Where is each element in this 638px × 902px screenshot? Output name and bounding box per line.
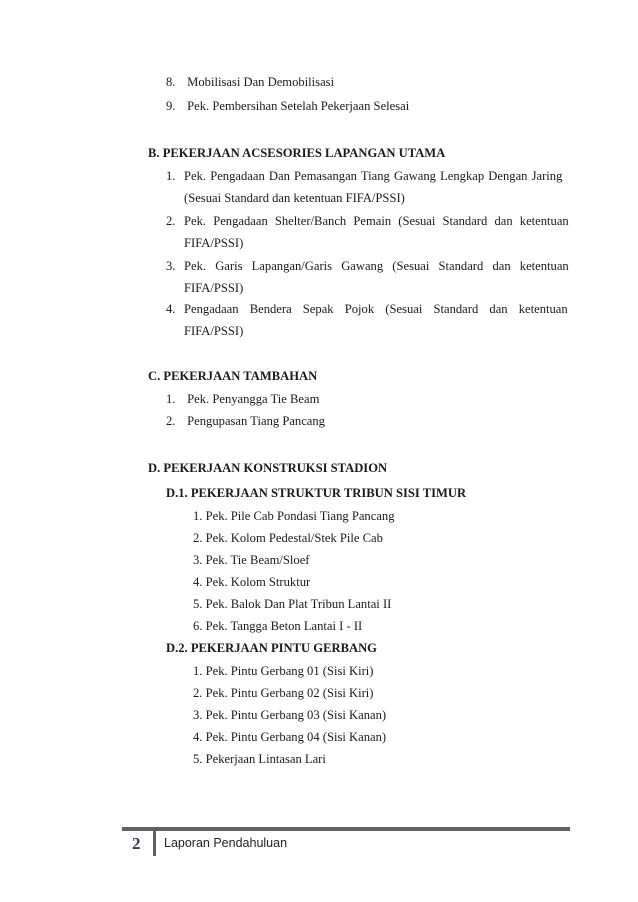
list-item-number: 4. (166, 302, 176, 316)
item-text: Pek. Penyangga Tie Beam (187, 392, 320, 406)
list-item: 6. Pek. Tangga Beton Lantai I - II (193, 619, 363, 633)
list-item (166, 74, 334, 90)
list-item (166, 391, 319, 407)
footer-divider (153, 830, 156, 856)
list-item: 4. Pek. Kolom Struktur (193, 575, 311, 589)
list-item-line1: Pek. Pengadaan Shelter/Banch Pemain (Sesuai Standard dan ketentuan (184, 214, 569, 228)
item-text: Mobilisasi Dan Demobilisasi (187, 75, 335, 89)
item-number: 2. (166, 414, 176, 428)
list-item (166, 413, 325, 429)
list-item: 3. Pek. Tie Beam/Sloef (193, 553, 310, 567)
footer-rule (122, 827, 570, 831)
list-item-number: 2. (166, 214, 176, 228)
list-item: 2. Pek. Pintu Gerbang 02 (Sisi Kiri) (193, 686, 374, 700)
list-item: 2. Pek. Kolom Pedestal/Stek Pile Cab (193, 531, 383, 545)
list-item (166, 98, 409, 114)
item-text: Pengupasan Tiang Pancang (187, 414, 325, 428)
section-c-heading: C. PEKERJAAN TAMBAHAN (148, 369, 318, 383)
list-item-number: 1. (166, 169, 176, 183)
page-number: 2 (132, 834, 141, 853)
section-b-heading: B. PEKERJAAN ACSESORIES LAPANGAN UTAMA (148, 146, 446, 160)
subsection-d2-heading: D.2. PEKERJAAN PINTU GERBANG (166, 641, 377, 655)
item-text: Pek. Pembersihan Setelah Pekerjaan Selesai (187, 99, 410, 113)
section-d-heading: D. PEKERJAAN KONSTRUKSI STADION (148, 461, 388, 475)
list-item: 5. Pekerjaan Lintasan Lari (193, 752, 326, 766)
list-item-line2: FIFA/PSSI) (184, 324, 244, 338)
list-item: 5. Pek. Balok Dan Plat Tribun Lantai II (193, 597, 392, 611)
list-item-number: 3. (166, 259, 176, 273)
footer-title: Laporan Pendahuluan (164, 836, 288, 850)
list-item-line1: Pengadaan Bendera Sepak Pojok (Sesuai Standard dan ketentuan (184, 302, 568, 316)
list-item-line2: FIFA/PSSI) (184, 236, 244, 250)
list-item-line2: FIFA/PSSI) (184, 281, 244, 295)
list-item: 1. Pek. Pile Cab Pondasi Tiang Pancang (193, 509, 395, 523)
item-number: 8. (166, 75, 176, 89)
list-item-line1: Pek. Pengadaan Dan Pemasangan Tiang Gawang Lengkap Dengan Jaring (184, 169, 563, 183)
list-item: 4. Pek. Pintu Gerbang 04 (Sisi Kanan) (193, 730, 387, 744)
item-number: 1. (166, 392, 176, 406)
item-number: 9. (166, 99, 176, 113)
list-item-line1: Pek. Garis Lapangan/Garis Gawang (Sesuai Standard dan ketentuan (184, 259, 569, 273)
list-item-line2: (Sesuai Standard dan ketentuan FIFA/PSSI) (184, 191, 405, 205)
list-item: 3. Pek. Pintu Gerbang 03 (Sisi Kanan) (193, 708, 387, 722)
subsection-d1-heading: D.1. PEKERJAAN STRUKTUR TRIBUN SISI TIMUR (166, 486, 467, 500)
list-item: 1. Pek. Pintu Gerbang 01 (Sisi Kiri) (193, 664, 374, 678)
